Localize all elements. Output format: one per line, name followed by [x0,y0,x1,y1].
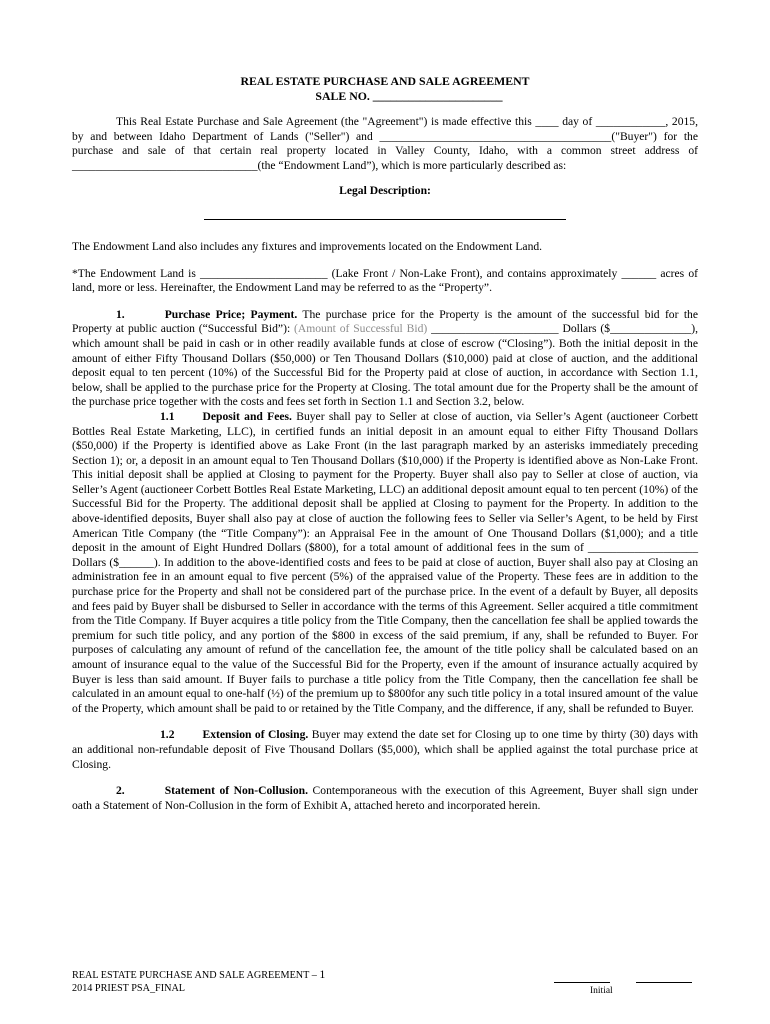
footer-title: REAL ESTATE PURCHASE AND SALE AGREEMENT – 1 [72,967,326,981]
page-footer [72,968,698,995]
section-1-1-text: Buyer shall pay to Seller at close of auction, via Seller’s Agent (auctioneer Corbett Bottles Real Estate Marketing, LLC), in certified funds an initial deposit in an amount equal to either Fifty Thousand Dollars ($50,000) if the Property is identified above as Lake Front (in the last paragraph marked by an asterisks immediately preceding Section 1); or, a deposit in an amount equal to Ten Thousand Dollars ($10,000) if the Property is identified above as Non-Lake Front. This initial deposit shall be applied at Closing to payment for the Property. Buyer shall also pay to Seller at close of auction, via Seller’s Agent (auctioneer Corbett Bottles Real Estate Marketing, LLC) an additional deposit amount equal to ten percent (10%) of the Successful Bid for the Property. The additional deposit shall be applied at Closing to payment for the Property. In addition to the above-identified deposits, Buyer shall also pay at close of auction the following fees to Seller via Seller’s Agent, to be held by First American Title Company (the “Title Company”): an Appraisal Fee in the amount of One Thousand Dollars ($1,000); and a title deposit in the amount of Eight Hundred Dollars ($800), for a total amount of additional fees in the sum of ___________________ Dollars ($______). In addition to the above-identified costs and fees to be paid at close of auction, Buyer shall also pay at Closing an administration fee in an amount equal to five percent (5%) of the appraised value of the Property. These fees are in addition to the purchase price for the Property and shall not be considered part of the purchase price. In the event of a default by Buyer, all deposits and fees paid by Buyer shall be disbursed to Seller in accordance with the terms of this Agreement. Seller acquired a title commitment from the Title Company. If Buyer acquires a title policy from the Title Company, then the cancellation fee shall be applied towards the premium for such title policy, and any portion of the $800 in excess of the said premium, if any, shall be refunded to Buyer. For purposes of calculating any amount of refund of the cancellation fee, the amount of the title policy shall be calculated based on an amount of insurance equal to the value of the Successful Bid for the Property, even if the amount of insurance actually acquired by Buyer is less than said amount. If Buyer fails to purchase a title policy from the Title Company, then the cancellation fee shall be calculated in an amount equal to one-half (½) of the premium up to $800for any such title policy in a total insured amount of the value of the Property, which amount shall be paid to or retained by the Title Company, and the difference, if any, shall be refunded to Buyer. [72,409,698,715]
agreement-title [72,74,698,104]
fixtures-paragraph: The Endowment Land also includes any fixtures and improvements located on the Endowment Land. [72,239,543,253]
initial-line-2[interactable] [636,982,692,983]
section-1-2 [72,728,698,772]
section-2-heading: Statement of Non-Collusion. [164,784,309,798]
section-1-number: 1. [116,307,125,321]
section-2-number: 2. [116,784,125,798]
section-1-text-a: The purchase price for the Property is the amount of the successful bid for the Property at public auction (“Successful Bid”): [72,307,698,336]
section-2 [72,784,698,813]
section-2-text: Contemporaneous with the execution of this Agreement, Buyer shall sign under oath a Statement of Non-Collusion in the form of Exhibit A, attached hereto and incorporated herein. [72,784,698,812]
title-text: REAL ESTATE PURCHASE AND SALE AGREEMENT [240,74,530,88]
successful-bid-field[interactable]: (Amount of Successful Bid) [294,322,428,336]
section-1-2-text: Buyer may extend the date set for Closing up to one time by thirty (30) days with an additional non-refundable deposit of Five Thousand Dollars ($5,000), which shall be applied against the total purchase price at Closing. [72,728,698,771]
section-1-1-heading: Deposit and Fees. [202,409,292,423]
section-1-1 [72,410,698,716]
initial-label: Initial [590,986,613,996]
page-number: 1 [319,967,326,981]
legal-description-heading: Legal Description: [339,184,431,198]
sale-number: SALE NO. ______________________ [315,89,503,103]
section-1 [72,308,698,410]
section-1-1-number: 1.1 [160,409,175,423]
section-1-2-heading: Extension of Closing. [202,728,309,742]
section-1-heading: Purchase Price; Payment. [164,307,298,321]
intro-paragraph: This Real Estate Purchase and Sale Agreement (the "Agreement") is made effective this ____ day of ____________, 2015, by and between Idaho Department of Lands ("Seller") and ________________________________________("Buyer") for the purchase and sale of that certain real property located in Valley County, Idaho, with a common street address of ________________________________(the “Endowment Land”), which is more particularly described as: [72,115,698,172]
document-page [72,74,698,813]
initial-line-1[interactable] [554,982,610,983]
section-1-2-number: 1.2 [160,728,175,742]
footer-file-name: 2014 PRIEST PSA_FINAL [72,983,186,994]
endowment-land-paragraph: *The Endowment Land is ______________________ (Lake Front / Non-Lake Front), and contains approximately ______ acres of land, more or less. Hereinafter, the Endowment Land may be referred to as the “Property”. [72,266,698,295]
section-1-text-b: ______________________ Dollars ($______________), which amount shall be paid in cash or in other readily available funds at close of escrow (“Closing”). Both the initial deposit in the amount of either Fifty Thousand Dollars ($50,000) or Ten Thousand Dollars ($10,000) paid at close of auction, and the additional deposit equal to ten percent (10%) of the Successful Bid for the Property paid at close of auction, in accordance with Section 1.1, below, shall be applied to the purchase price for the Property at Closing. The total amount due for the Property shall be the amount of the purchase price together with the costs and fees set forth in Section 1.1 and Section 3.2, below. [72,322,698,409]
